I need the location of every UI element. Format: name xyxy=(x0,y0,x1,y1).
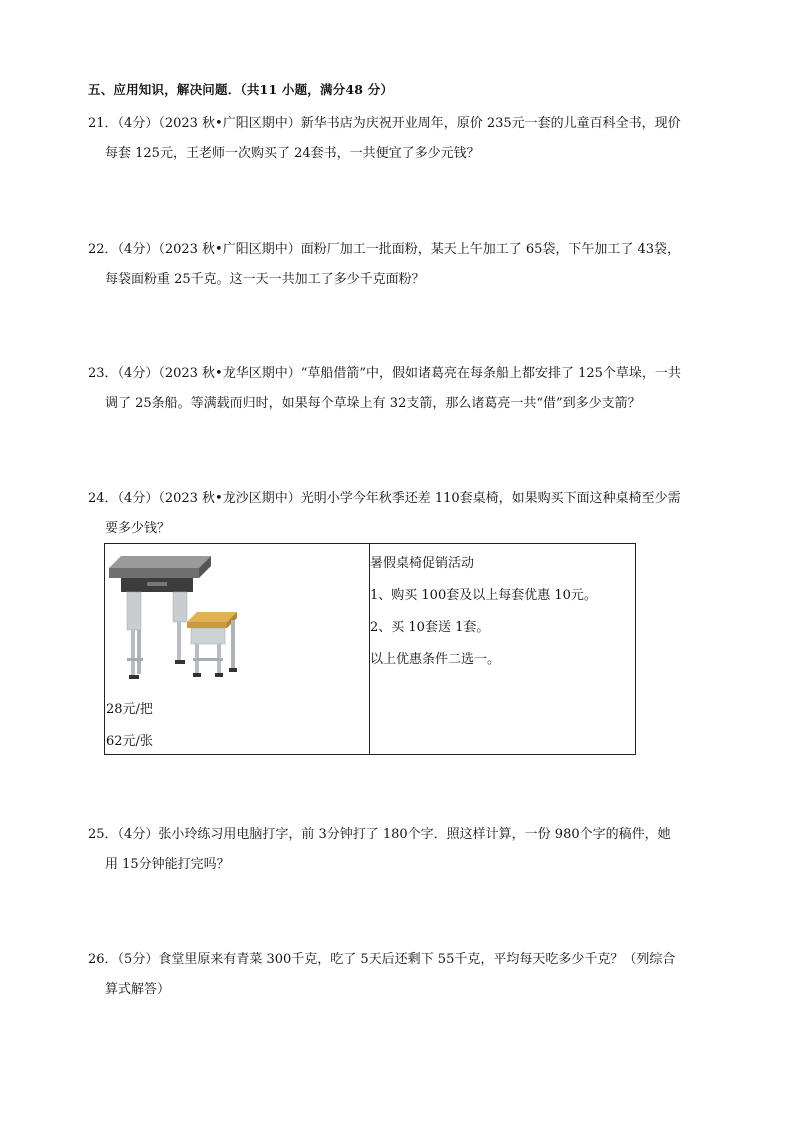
desk-and-stool-image xyxy=(107,550,247,682)
question-text: 26．（5分）食堂里原来有青菜 300千克，吃了 5天后还剩下 55千克，平均每天吃多少千克？（列综合 xyxy=(88,952,676,967)
question-24 xyxy=(88,484,728,544)
promotion-note: 以上优惠条件二选一。 xyxy=(370,652,501,667)
question-text: 算式解答） xyxy=(105,982,171,997)
question-text: 用 15分钟能打完吗？ xyxy=(105,857,230,872)
promotion-item: 2、买 10套送 1套。 xyxy=(370,620,490,635)
question-26 xyxy=(88,945,728,1005)
question-text: 要多少钱？ xyxy=(105,521,171,536)
question-text: 22．（4分）（2023 秋•广阳区期中）面粉厂加工一批面粉，某天上午加工了 65袋，下午加工了 43袋， xyxy=(88,242,681,257)
question-text: 调了 25条船。等满载而归时，如果每个草垛上有 32支箭，那么诸葛亮一共“借”到多少支箭？ xyxy=(105,396,641,411)
question-text: 每套 125元，王老师一次购买了 24套书，一共便宜了多少元钱？ xyxy=(105,146,480,161)
desk-price: 62元/张 xyxy=(106,734,153,749)
question-22 xyxy=(88,235,728,295)
question-text: 25．（4分）张小玲练习用电脑打字，前 3分钟打了 180个字．照这样计算，一份 980个字的稿件，她 xyxy=(88,827,671,842)
promotion-item: 1、购买 100套及以上每套优惠 10元。 xyxy=(370,588,597,603)
section-title: 五、应用知识，解决问题．（共11 小题，满分48 分） xyxy=(88,82,394,97)
stool-price: 28元/把 xyxy=(106,702,153,717)
question-text: 24．（4分）（2023 秋•龙沙区期中）光明小学今年秋季还差 110套桌椅，如果购买下面这种桌椅至少需 xyxy=(88,491,681,506)
question-21 xyxy=(88,109,728,169)
promotion-title: 暑假桌椅促销活动 xyxy=(370,556,475,571)
question-text: 21．（4分）（2023 秋•广阳区期中）新华书店为庆祝开业周年，原价 235元一套的儿童百科全书，现价 xyxy=(88,116,681,131)
question-text: 23．（4分）（2023 秋•龙华区期中）“草船借箭”中，假如诸葛亮在每条船上都安排了 125个草垛，一共 xyxy=(88,366,681,381)
question-25 xyxy=(88,820,728,880)
product-cell xyxy=(105,544,370,754)
question-text: 每袋面粉重 25千克。这一天一共加工了多少千克面粉？ xyxy=(105,272,425,287)
question-23 xyxy=(88,359,728,419)
